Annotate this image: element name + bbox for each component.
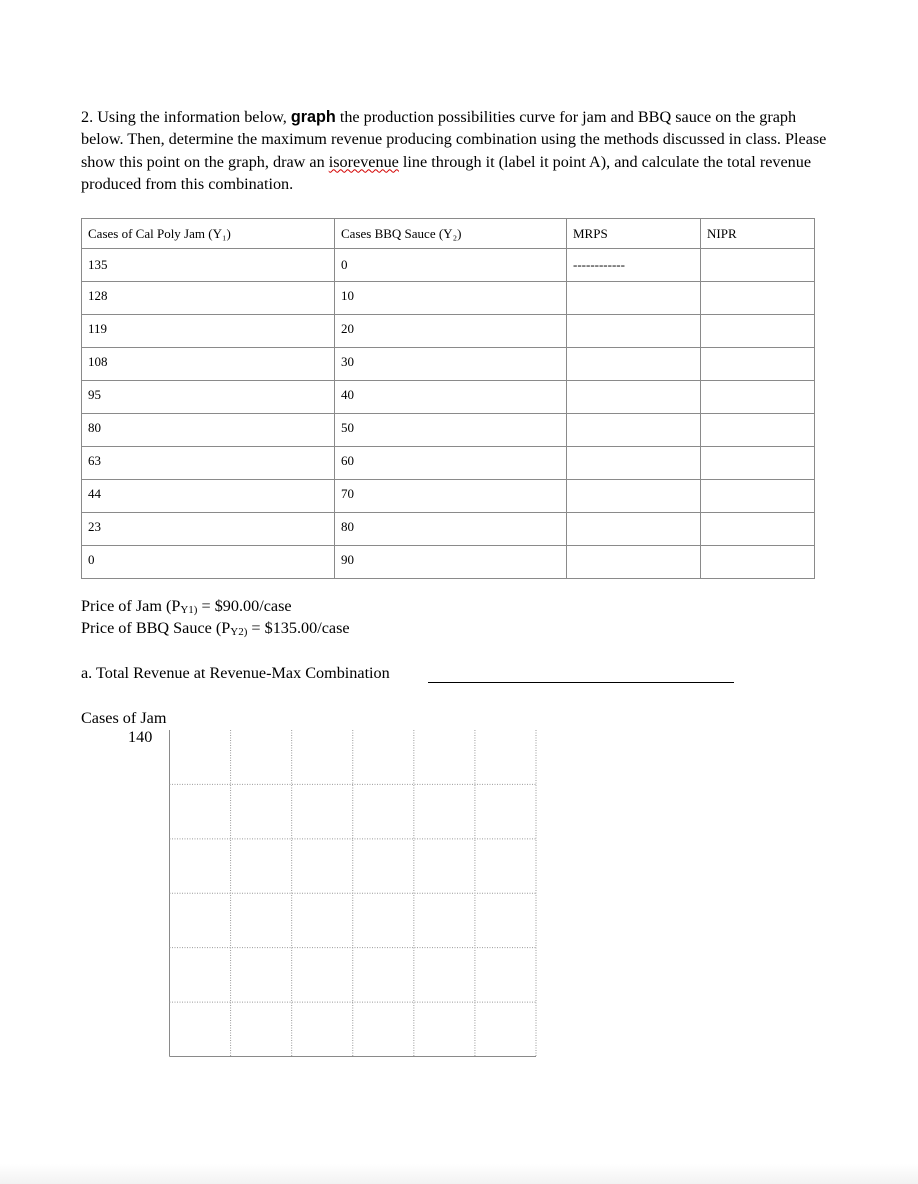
jam-cell: 80 (82, 414, 335, 447)
jam-cell: 0 (82, 546, 335, 579)
bbq-cell: 50 (335, 414, 567, 447)
question-part2: line through it (label it point A), and calculate the total revenue produced from this combination. (81, 152, 812, 193)
header-bbq: Cases BBQ Sauce (Y₂) (335, 219, 567, 249)
header-jam: Cases of Cal Poly Jam (Y₁) (82, 219, 335, 249)
bbq-cell: 0 (335, 249, 567, 282)
page-bottom-shade (0, 1164, 918, 1184)
bbq-cell: 40 (335, 381, 567, 414)
bbq-cell: 70 (335, 480, 567, 513)
question-bold-word: graph (290, 108, 336, 126)
jam-cell: 128 (82, 282, 335, 315)
y-axis-label: Cases of Jam (81, 709, 167, 727)
bbq-cell: 20 (335, 315, 567, 348)
price-bbq-label: Price of BBQ Sauce (P (81, 619, 231, 637)
jam-cell: 23 (82, 513, 335, 546)
bbq-cell: 10 (335, 282, 567, 315)
header-mrps: MRPS (567, 219, 701, 249)
misspelled-word[interactable]: isorevenue (328, 152, 399, 171)
mrps-cell[interactable]: ------------ (567, 249, 701, 282)
header-nipr: NIPR (701, 219, 815, 249)
total-revenue-prompt: a. Total Revenue at Revenue-Max Combination (81, 664, 390, 682)
question-prefix: 2. Using the information below, (81, 108, 291, 126)
bbq-cell: 80 (335, 513, 567, 546)
jam-cell: 119 (82, 315, 335, 348)
price-jam-label: Price of Jam (P (81, 597, 181, 615)
bbq-cell: 30 (335, 348, 567, 381)
jam-cell: 44 (82, 480, 335, 513)
price-jam-subscript: Y1) (180, 604, 198, 616)
price-bbq-value: = $135.00/case (247, 619, 350, 637)
jam-cell: 95 (82, 381, 335, 414)
price-jam-value: = $90.00/case (197, 597, 292, 615)
question-part1: the production possibilities curve for jam and BBQ sauce on the graph below. Then, determine the maximum revenue producing combination using the methods discussed in class. Please show this point on the graph, draw an (81, 108, 827, 171)
jam-cell: 108 (82, 348, 335, 381)
bbq-cell: 90 (335, 546, 567, 579)
jam-cell: 63 (82, 447, 335, 480)
bbq-cell: 60 (335, 447, 567, 480)
jam-cell: 135 (82, 249, 335, 282)
y-axis-top-value: 140 (128, 728, 153, 746)
price-bbq-subscript: Y2) (230, 626, 248, 638)
